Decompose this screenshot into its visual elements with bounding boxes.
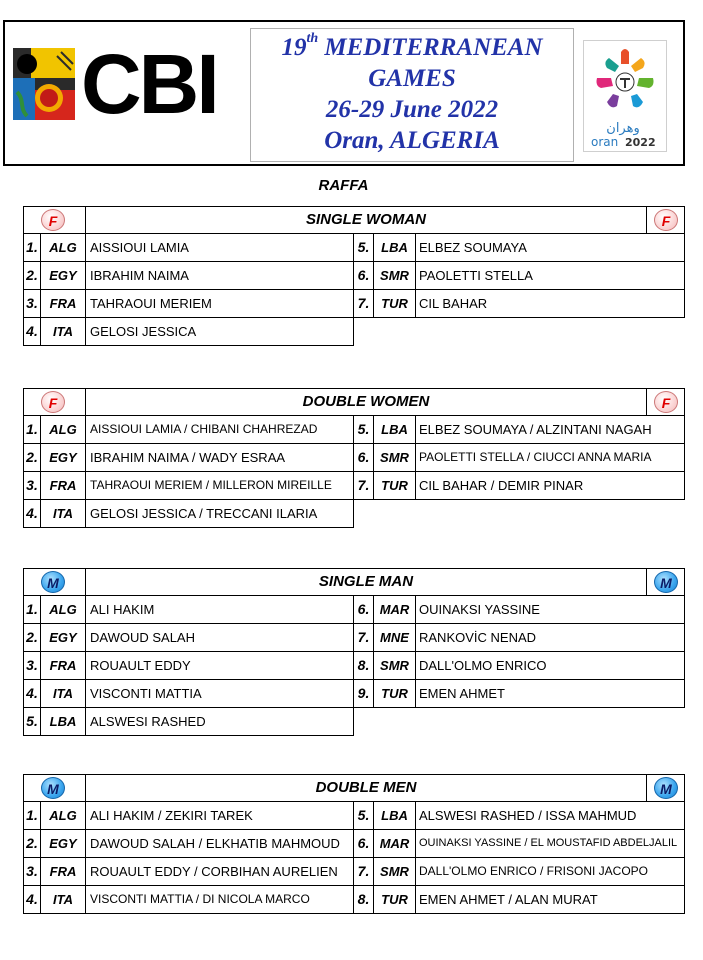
event-dates: 26-29 June 2022 — [325, 96, 499, 123]
country-code: LBA — [374, 234, 416, 261]
athlete-name: DAWOUD SALAH / ELKHATIB MAHMOUD — [90, 836, 340, 851]
event-title-line-1 — [251, 32, 573, 63]
athlete-name: ALSWESI RASHED / ISSA MAHMUD — [419, 808, 637, 823]
entry-number: 7. — [354, 858, 374, 885]
athlete-name: GELOSI JESSICA — [90, 324, 197, 339]
entry-row — [23, 262, 354, 290]
entry-number: 5. — [354, 234, 374, 261]
entry-row — [354, 886, 685, 914]
country-code: TUR — [374, 680, 416, 707]
entry-row — [354, 802, 685, 830]
country-code: ALG — [41, 234, 86, 261]
country-code: ALG — [41, 802, 86, 829]
country-code: LBA — [374, 416, 416, 443]
entry-number: 2. — [24, 262, 41, 289]
edition-suffix: th — [306, 31, 319, 46]
entry-number: 8. — [354, 886, 374, 913]
country-code: SMR — [374, 652, 416, 679]
entry-number: 2. — [24, 624, 41, 651]
entry-number: 4. — [24, 500, 41, 527]
entry-number: 3. — [24, 652, 41, 679]
entry-row — [23, 858, 354, 886]
category-title-row — [23, 568, 685, 596]
entry-number: 2. — [24, 444, 41, 471]
country-code: MAR — [374, 830, 416, 857]
entry-row — [354, 830, 685, 858]
entry-number: 3. — [24, 858, 41, 885]
entry-number: 7. — [354, 624, 374, 651]
oran-emblem-icon — [583, 40, 667, 152]
athlete-name: IBRAHIM NAIMA — [90, 268, 189, 283]
entry-row — [354, 472, 685, 500]
entry-number: 4. — [24, 680, 41, 707]
badge-cell-left — [24, 207, 86, 233]
athlete-name: VISCONTI MATTIA / DI NICOLA MARCO — [90, 892, 310, 906]
entry-row — [23, 680, 354, 708]
entry-number: 7. — [354, 290, 374, 317]
gender-badge-icon: F — [654, 391, 678, 413]
entry-row — [354, 444, 685, 472]
country-code: FRA — [41, 472, 86, 499]
entry-row — [354, 652, 685, 680]
entry-row — [23, 652, 354, 680]
athlete-name: ROUAULT EDDY / CORBIHAN AURELIEN — [90, 864, 338, 879]
country-code: SMR — [374, 858, 416, 885]
athlete-name: IBRAHIM NAIMA / WADY ESRAA — [90, 450, 286, 465]
gender-badge-icon: F — [41, 209, 65, 231]
gender-badge-icon: F — [654, 209, 678, 231]
athlete-name: RANKOVİC NENAD — [419, 630, 537, 645]
entry-row — [354, 234, 685, 262]
oran-logo-year: 2022 — [625, 136, 656, 149]
country-code: FRA — [41, 652, 86, 679]
country-code: TUR — [374, 886, 416, 913]
athlete-name: ALSWESI RASHED — [90, 714, 206, 729]
entry-number: 7. — [354, 472, 374, 499]
category-title: DOUBLE WOMEN — [302, 393, 430, 410]
entry-row — [23, 234, 354, 262]
country-code: ALG — [41, 416, 86, 443]
entry-row — [354, 858, 685, 886]
oran-2022-logo — [583, 40, 667, 152]
country-code: MNE — [374, 624, 416, 651]
athlete-name: TAHRAOUI MERIEM — [90, 296, 212, 311]
entry-number: 5. — [354, 416, 374, 443]
country-code: SMR — [374, 262, 416, 289]
event-name: MEDITERRANEAN — [324, 34, 543, 61]
country-code: EGY — [41, 444, 86, 471]
entry-number: 1. — [24, 234, 41, 261]
country-code: FRA — [41, 290, 86, 317]
gender-badge-icon: M — [41, 777, 65, 799]
oran-logo-arabic: وهران — [606, 121, 640, 136]
entry-row — [354, 596, 685, 624]
country-code: ALG — [41, 596, 86, 623]
entry-number: 6. — [354, 444, 374, 471]
badge-cell-right — [646, 569, 684, 595]
athlete-name: DALL'OLMO ENRICO — [419, 658, 547, 673]
entry-row — [354, 416, 685, 444]
country-code: TUR — [374, 472, 416, 499]
athlete-name: AISSIOUI LAMIA / CHIBANI CHAHREZAD — [90, 422, 318, 436]
athlete-name: EMEN AHMET / ALAN MURAT — [419, 892, 598, 907]
entry-number: 1. — [24, 416, 41, 443]
entry-number: 9. — [354, 680, 374, 707]
gender-badge-icon: M — [654, 777, 678, 799]
entry-number: 6. — [354, 596, 374, 623]
athlete-name: GELOSI JESSICA / TRECCANI ILARIA — [90, 506, 318, 521]
entry-row — [23, 500, 354, 528]
category-title: DOUBLE MEN — [315, 779, 417, 796]
athlete-name: OUINAKSI YASSINE / EL MOUSTAFID ABDELJALIL — [419, 837, 678, 849]
entry-row — [23, 472, 354, 500]
edition-number: 19 — [281, 34, 307, 61]
athlete-name: DALL'OLMO ENRICO / FRISONI JACOPO — [419, 864, 648, 878]
entry-number: 5. — [354, 802, 374, 829]
entry-row — [23, 290, 354, 318]
athlete-name: AISSIOUI LAMIA — [90, 240, 189, 255]
entry-number: 8. — [354, 652, 374, 679]
entry-row — [354, 262, 685, 290]
athlete-name: ELBEZ SOUMAYA — [419, 240, 527, 255]
athlete-name: EMEN AHMET — [419, 686, 505, 701]
country-code: ITA — [41, 886, 86, 913]
event-title-box — [250, 28, 574, 162]
gender-badge-icon: F — [41, 391, 65, 413]
oran-logo-latin: oran — [591, 135, 619, 149]
athlete-name: PAOLETTI STELLA — [419, 268, 533, 283]
country-code: MAR — [374, 596, 416, 623]
athlete-name: PAOLETTI STELLA / CIUCCI ANNA MARIA — [419, 450, 652, 464]
entry-row — [23, 596, 354, 624]
entry-number: 3. — [24, 290, 41, 317]
country-code: SMR — [374, 444, 416, 471]
category-title: SINGLE MAN — [318, 573, 414, 590]
athlete-name: CIL BAHAR — [419, 296, 488, 311]
cbi-logo-text: CBI — [81, 37, 217, 131]
athlete-name: OUINAKSI YASSINE — [419, 602, 540, 617]
athlete-name: ALI HAKIM / ZEKIRI TAREK — [90, 808, 253, 823]
event-location: Oran, ALGERIA — [324, 127, 500, 154]
badge-cell-right — [646, 775, 684, 801]
sport-title: RAFFA — [318, 177, 369, 194]
country-code: LBA — [41, 708, 86, 735]
entry-number: 2. — [24, 830, 41, 857]
entry-row — [354, 290, 685, 318]
entry-number: 3. — [24, 472, 41, 499]
category-title: SINGLE WOMAN — [306, 211, 426, 228]
athlete-name: ALI HAKIM — [90, 602, 155, 617]
country-code: FRA — [41, 858, 86, 885]
gender-badge-icon: M — [654, 571, 678, 593]
entry-row — [23, 708, 354, 736]
badge-cell-right — [646, 389, 684, 415]
athlete-name: ELBEZ SOUMAYA / ALZINTANI NAGAH — [419, 422, 652, 437]
badge-cell-left — [24, 775, 86, 801]
country-code: EGY — [41, 262, 86, 289]
entry-number: 1. — [24, 596, 41, 623]
athlete-name: TAHRAOUI MERIEM / MILLERON MIREILLE — [90, 478, 332, 492]
entry-row — [23, 886, 354, 914]
country-code: TUR — [374, 290, 416, 317]
entry-number: 1. — [24, 802, 41, 829]
badge-cell-right — [646, 207, 684, 233]
gender-badge-icon: M — [41, 571, 65, 593]
badge-cell-left — [24, 569, 86, 595]
badge-cell-left — [24, 389, 86, 415]
entry-row — [23, 416, 354, 444]
cbi-logo — [13, 37, 245, 142]
entry-number: 6. — [354, 262, 374, 289]
entry-row — [354, 624, 685, 652]
entry-row — [23, 802, 354, 830]
category-title-row — [23, 206, 685, 234]
category-title-row — [23, 774, 685, 802]
entry-row — [354, 680, 685, 708]
athlete-name: DAWOUD SALAH — [90, 630, 195, 645]
entry-row — [23, 318, 354, 346]
country-code: ITA — [41, 680, 86, 707]
entry-row — [23, 624, 354, 652]
entry-number: 4. — [24, 318, 41, 345]
category-title-row — [23, 388, 685, 416]
country-code: EGY — [41, 624, 86, 651]
entry-number: 6. — [354, 830, 374, 857]
entry-number: 4. — [24, 886, 41, 913]
athlete-name: CIL BAHAR / DEMIR PINAR — [419, 478, 584, 493]
entry-row — [23, 444, 354, 472]
country-code: ITA — [41, 500, 86, 527]
cbi-logo-mark-icon — [13, 48, 75, 120]
event-title-line-2: GAMES — [368, 65, 456, 92]
entry-row — [23, 830, 354, 858]
athlete-name: VISCONTI MATTIA — [90, 686, 202, 701]
athlete-name: ROUAULT EDDY — [90, 658, 191, 673]
entry-number: 5. — [24, 708, 41, 735]
document-header — [3, 20, 685, 166]
country-code: LBA — [374, 802, 416, 829]
country-code: EGY — [41, 830, 86, 857]
country-code: ITA — [41, 318, 86, 345]
